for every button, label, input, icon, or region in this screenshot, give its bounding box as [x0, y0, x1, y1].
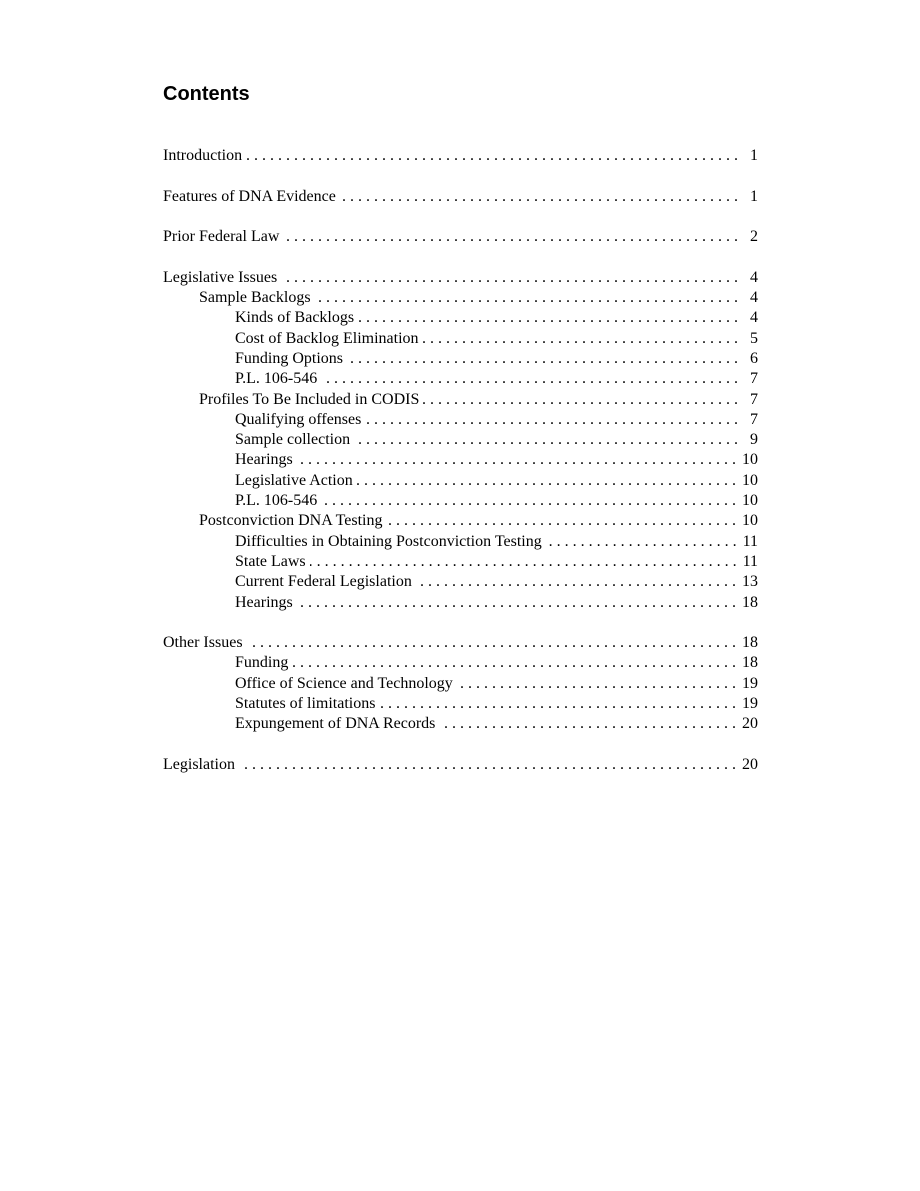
toc-entry-label[interactable]: Legislation: [163, 755, 235, 773]
toc-entry[interactable]: [163, 694, 758, 714]
toc-entry-page-number[interactable]: 7: [750, 370, 758, 388]
toc-entry[interactable]: [163, 471, 758, 491]
toc-entry-label[interactable]: Profiles To Be Included in CODIS: [199, 390, 420, 408]
toc-entry-page-number[interactable]: 19: [742, 674, 758, 692]
toc-entry-page-number[interactable]: 1: [750, 187, 758, 205]
toc-entry-label[interactable]: P.L. 106-546: [235, 492, 318, 510]
toc-entry-page-number[interactable]: 4: [750, 268, 758, 286]
toc-entry-page-number[interactable]: 13: [742, 573, 758, 591]
toc-entry[interactable]: [163, 674, 758, 694]
toc-entry[interactable]: [163, 308, 758, 328]
dot-leader: [365, 410, 738, 430]
toc-entry-page-number[interactable]: 1: [750, 147, 758, 164]
toc-entry-label[interactable]: Legislative Issues: [163, 268, 278, 286]
dot-leader: [239, 755, 736, 775]
dot-leader: [347, 349, 738, 369]
toc-entry-label[interactable]: Kinds of Backlogs: [235, 309, 355, 327]
toc-entry-label[interactable]: Sample Backlogs: [199, 289, 311, 307]
toc-entry-page-number[interactable]: 20: [742, 755, 758, 773]
toc-entry[interactable]: [163, 288, 758, 308]
toc-entry[interactable]: [163, 369, 758, 389]
toc-entry[interactable]: [163, 552, 758, 572]
toc-entry[interactable]: [163, 146, 758, 166]
toc-entry-label[interactable]: State Laws: [235, 552, 306, 570]
dot-leader: [423, 329, 738, 349]
dot-leader: [283, 227, 738, 247]
toc-entry-page-number[interactable]: 9: [750, 431, 758, 449]
toc-entry[interactable]: [163, 329, 758, 349]
toc-entry[interactable]: [163, 227, 758, 247]
toc-entry[interactable]: [163, 430, 758, 450]
toc-entry-label[interactable]: Statutes of limitations: [235, 695, 376, 713]
toc-entry[interactable]: [163, 572, 758, 592]
dot-leader: [416, 572, 736, 592]
toc-entry[interactable]: [163, 653, 758, 673]
toc-entry[interactable]: [163, 390, 758, 410]
toc-entry-label[interactable]: Hearings: [235, 451, 293, 469]
toc-entry[interactable]: [163, 633, 758, 653]
toc-entry-page-number[interactable]: 20: [742, 715, 758, 733]
toc-entry-page-number[interactable]: 19: [742, 695, 758, 713]
toc-entry-page-number[interactable]: 5: [750, 329, 758, 347]
dot-leader: [358, 308, 738, 328]
dot-leader: [457, 674, 736, 694]
dot-leader: [354, 430, 738, 450]
dot-leader: [439, 714, 736, 734]
toc-entry-label[interactable]: Hearings: [235, 593, 293, 611]
toc-entry-label[interactable]: Office of Science and Technology: [235, 674, 453, 692]
toc-entry-page-number[interactable]: 6: [750, 349, 758, 367]
toc-entry[interactable]: [163, 755, 758, 775]
toc-entry-label[interactable]: Sample collection: [235, 431, 351, 449]
dot-leader: [315, 288, 738, 308]
toc-entry-label[interactable]: Expungement of DNA Records: [235, 715, 436, 733]
toc-entry-page-number[interactable]: 4: [750, 289, 758, 307]
toc-entry-page-number[interactable]: 11: [742, 532, 758, 550]
toc-entry-label[interactable]: Features of DNA Evidence: [163, 187, 336, 205]
toc-entry[interactable]: [163, 450, 758, 470]
table-of-contents: [163, 146, 758, 775]
toc-entry-page-number[interactable]: 2: [750, 228, 758, 246]
toc-entry-page-number[interactable]: 7: [750, 410, 758, 428]
toc-entry[interactable]: [163, 491, 758, 511]
toc-entry-label[interactable]: Current Federal Legislation: [235, 573, 412, 591]
toc-entry-label[interactable]: Funding Options: [235, 349, 344, 367]
dot-leader: [246, 146, 738, 166]
toc-entry-label[interactable]: Cost of Backlog Elimination: [235, 329, 419, 347]
toc-entry-label[interactable]: Qualifying offenses: [235, 410, 362, 428]
dot-leader: [321, 369, 738, 389]
toc-entry-label[interactable]: P.L. 106-546: [235, 370, 318, 388]
toc-entry-page-number[interactable]: 18: [742, 654, 758, 672]
dot-leader: [247, 633, 736, 653]
dot-leader: [292, 653, 736, 673]
toc-entry-label[interactable]: Other Issues: [163, 634, 243, 652]
dot-leader: [321, 491, 736, 511]
toc-entry-page-number[interactable]: 10: [742, 471, 758, 489]
toc-entry-label[interactable]: Prior Federal Law: [163, 228, 280, 246]
toc-entry[interactable]: [163, 714, 758, 734]
toc-entry[interactable]: [163, 593, 758, 613]
toc-entry-page-number[interactable]: 10: [742, 512, 758, 530]
toc-entry-page-number[interactable]: 18: [742, 593, 758, 611]
dot-leader: [357, 471, 736, 491]
page-title: Contents: [163, 83, 250, 105]
dot-leader: [297, 450, 736, 470]
toc-entry-page-number[interactable]: 18: [742, 634, 758, 652]
toc-entry-page-number[interactable]: 4: [750, 309, 758, 327]
dot-leader: [297, 593, 736, 613]
toc-entry[interactable]: [163, 532, 758, 552]
toc-entry-page-number[interactable]: 10: [742, 451, 758, 469]
dot-leader: [386, 511, 736, 531]
toc-entry-page-number[interactable]: 10: [742, 492, 758, 510]
toc-entry[interactable]: [163, 410, 758, 430]
toc-entry[interactable]: [163, 187, 758, 207]
toc-entry-label[interactable]: Introduction: [163, 147, 243, 164]
toc-entry[interactable]: [163, 349, 758, 369]
toc-entry-label[interactable]: Postconviction DNA Testing: [199, 512, 383, 530]
toc-entry-label[interactable]: Funding: [235, 654, 289, 672]
dot-leader: [340, 187, 738, 207]
toc-entry-page-number[interactable]: 11: [742, 552, 758, 570]
toc-entry-label[interactable]: Legislative Action: [235, 471, 353, 489]
toc-entry[interactable]: [163, 511, 758, 531]
dot-leader: [379, 694, 736, 714]
dot-leader: [281, 268, 738, 288]
toc-entry-label[interactable]: Difficulties in Obtaining Postconviction Testing: [235, 532, 542, 550]
toc-entry[interactable]: [163, 268, 758, 288]
dot-leader: [546, 532, 737, 552]
dot-leader: [423, 390, 738, 410]
toc-entry-page-number[interactable]: 7: [750, 390, 758, 408]
dot-leader: [310, 552, 737, 572]
